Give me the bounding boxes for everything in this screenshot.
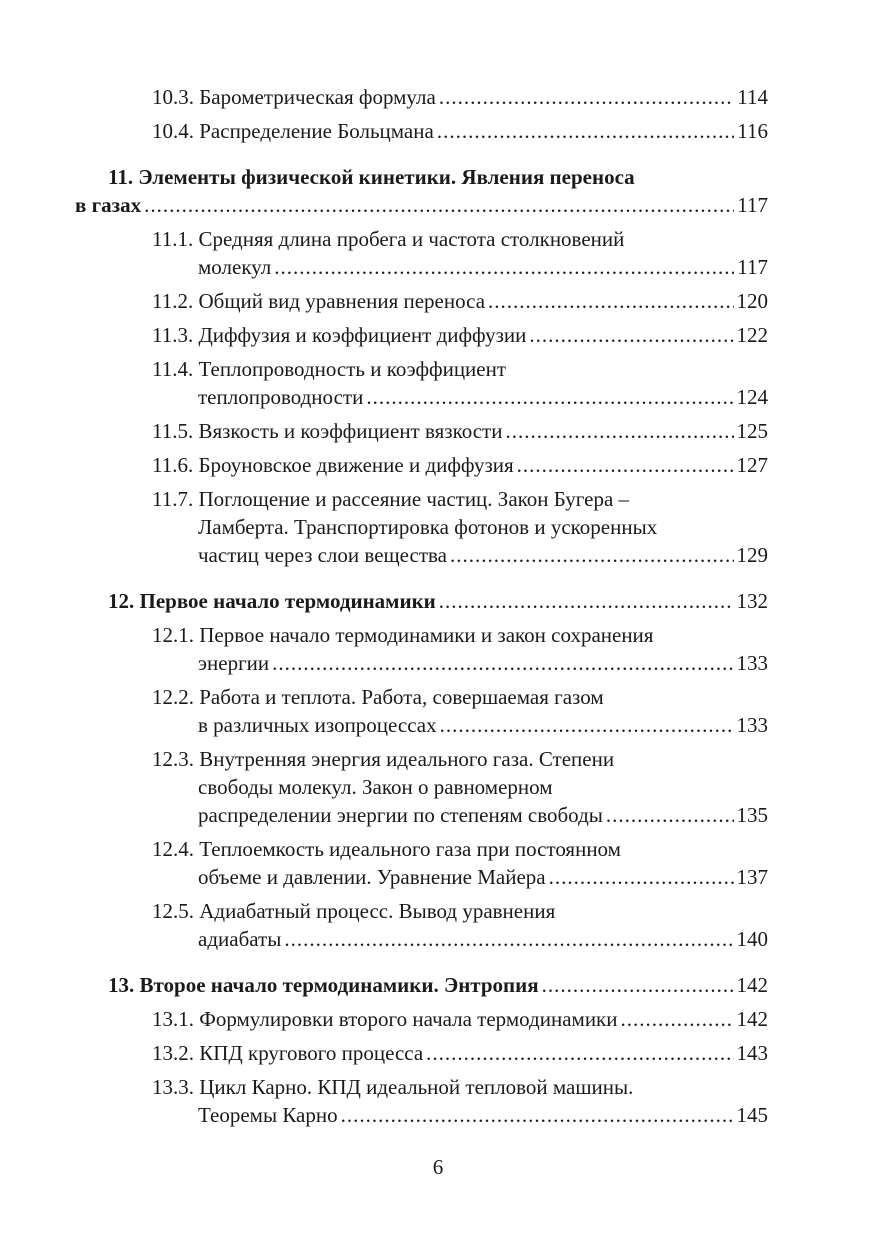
- dot-leader: [144, 191, 734, 219]
- toc-page-number: 117: [737, 255, 768, 279]
- toc-entry-title: 11.1. Средняя длина пробега и частота столкновений: [152, 227, 625, 251]
- toc-line: [0, 83, 876, 111]
- toc-line: [0, 321, 876, 349]
- dot-leader: [529, 321, 733, 349]
- toc-line: [0, 711, 876, 739]
- toc-section-entry: [0, 1039, 876, 1067]
- page-number: 6: [432, 1155, 444, 1179]
- toc-page-number: 122: [736, 323, 768, 347]
- toc-entry-title: 13.3. Цикл Карно. КПД идеальной тепловой машины.: [152, 1075, 634, 1099]
- toc-entry-title: объеме и давлении. Уравнение Майера: [198, 865, 546, 889]
- toc-section-entry: [0, 321, 876, 349]
- toc-line: [0, 287, 876, 315]
- toc-line: [0, 683, 876, 711]
- toc-entry-title: в различных изопроцессах: [198, 713, 437, 737]
- toc-line: [0, 925, 876, 953]
- dot-leader: [488, 287, 733, 315]
- toc-page-number: 142: [736, 973, 768, 997]
- toc-page-number: 125: [736, 419, 768, 443]
- toc-entry-title: распределении энергии по степеням свободы: [198, 803, 603, 827]
- dot-leader: [549, 863, 734, 891]
- toc-entry-title: молекул: [198, 255, 272, 279]
- toc-page-number: 114: [737, 85, 768, 109]
- toc-entry-title: 13. Второе начало термодинамики. Энтропия: [108, 973, 539, 997]
- toc-line: [0, 587, 876, 615]
- toc-section-entry: [0, 1073, 876, 1129]
- toc-line: [0, 485, 876, 513]
- toc-line: [0, 417, 876, 445]
- toc-entry-title: 12.3. Внутренняя энергия идеального газа. Степени: [152, 747, 615, 771]
- toc-section-entry: [0, 287, 876, 315]
- toc-entry-title: свободы молекул. Закон о равномерном: [198, 775, 553, 799]
- dot-leader: [450, 541, 734, 569]
- dot-leader: [284, 925, 733, 953]
- dot-leader: [439, 83, 734, 111]
- toc-entry-title: 13.1. Формулировки второго начала термодинамики: [152, 1007, 618, 1031]
- toc-section-entry: [0, 485, 876, 569]
- toc-section-entry: [0, 117, 876, 145]
- toc-entry-title: 11.3. Диффузия и коэффициент диффузии: [152, 323, 527, 347]
- toc-section-entry: [0, 225, 876, 281]
- dot-leader: [542, 971, 734, 999]
- toc-page-number: 140: [736, 927, 768, 951]
- toc-section-entry: [0, 897, 876, 953]
- toc-entry-title: адиабаты: [198, 927, 282, 951]
- toc-line: [0, 1101, 876, 1129]
- toc-entry-title: 12.4. Теплоемкость идеального газа при постоянном: [152, 837, 621, 861]
- toc-entry-title: 11.7. Поглощение и рассеяние частиц. Закон Бугера –: [152, 487, 630, 511]
- toc-entry-title: 11. Элементы физической кинетики. Явления переноса: [108, 165, 635, 189]
- toc-page-number: 132: [736, 589, 768, 613]
- toc-section-entry: [0, 683, 876, 739]
- toc-entry-title: Ламберта. Транспортировка фотонов и ускоренных: [198, 515, 658, 539]
- toc-page-number: 133: [736, 713, 768, 737]
- toc-section-entry: [0, 835, 876, 891]
- dot-leader: [437, 117, 734, 145]
- dot-leader: [274, 253, 734, 281]
- toc-chapter-entry: [0, 163, 876, 219]
- dot-leader: [505, 417, 733, 445]
- toc-entry-title: 10.3. Барометрическая формула: [152, 85, 436, 109]
- toc-line: [0, 1005, 876, 1033]
- dot-leader: [439, 587, 734, 615]
- toc-page-number: 117: [737, 193, 768, 217]
- toc-page-number: 135: [736, 803, 768, 827]
- toc-line: [0, 621, 876, 649]
- toc-line: [0, 451, 876, 479]
- toc-entry-title: 11.5. Вязкость и коэффициент вязкости: [152, 419, 503, 443]
- toc-entry-title: 11.4. Теплопроводность и коэффициент: [152, 357, 507, 381]
- toc-section-entry: [0, 621, 876, 677]
- toc-page-number: 143: [736, 1041, 768, 1065]
- toc-entry-title: 12.1. Первое начало термодинамики и закон сохранения: [152, 623, 654, 647]
- toc-line: [0, 191, 876, 219]
- toc-line: [0, 971, 876, 999]
- toc-line: [0, 355, 876, 383]
- toc-line: [0, 835, 876, 863]
- toc-section-entry: [0, 451, 876, 479]
- toc-entry-title: энергии: [198, 651, 270, 675]
- toc-chapter-entry: [0, 971, 876, 999]
- toc-entry-title: 12. Первое начало термодинамики: [108, 589, 436, 613]
- toc-line: [0, 1039, 876, 1067]
- toc-line: [0, 649, 876, 677]
- dot-leader: [517, 451, 734, 479]
- table-of-contents: [0, 83, 876, 1129]
- toc-line: [0, 897, 876, 925]
- toc-entry-title: 13.2. КПД кругового процесса: [152, 1041, 424, 1065]
- toc-line: [0, 745, 876, 773]
- toc-section-entry: [0, 1005, 876, 1033]
- toc-line: [0, 513, 876, 541]
- toc-line: [0, 1073, 876, 1101]
- toc-entry-title: теплопроводности: [198, 385, 364, 409]
- toc-page-number: 129: [736, 543, 768, 567]
- dot-leader: [366, 383, 733, 411]
- toc-line: [0, 773, 876, 801]
- toc-entry-title: Теоремы Карно: [198, 1103, 338, 1127]
- toc-entry-title: 10.4. Распределение Больцмана: [152, 119, 434, 143]
- toc-page-number: 120: [736, 289, 768, 313]
- toc-line: [0, 163, 876, 191]
- toc-entry-title: 12.5. Адиабатный процесс. Вывод уравнения: [152, 899, 556, 923]
- toc-page-number: 133: [736, 651, 768, 675]
- toc-line: [0, 541, 876, 569]
- toc-section-entry: [0, 745, 876, 829]
- dot-leader: [426, 1039, 733, 1067]
- toc-line: [0, 801, 876, 829]
- toc-line: [0, 225, 876, 253]
- toc-page-number: 124: [736, 385, 768, 409]
- toc-entry-title: 11.2. Общий вид уравнения переноса: [152, 289, 486, 313]
- dot-leader: [272, 649, 733, 677]
- toc-line: [0, 383, 876, 411]
- dot-leader: [440, 711, 734, 739]
- toc-section-entry: [0, 417, 876, 445]
- toc-chapter-entry: [0, 587, 876, 615]
- toc-entry-title: 12.2. Работа и теплота. Работа, совершаемая газом: [152, 685, 604, 709]
- toc-entry-title: частиц через слои вещества: [198, 543, 447, 567]
- toc-entry-title: в газах: [75, 193, 142, 217]
- toc-page-number: 116: [737, 119, 768, 143]
- toc-line: [0, 863, 876, 891]
- toc-page-number: 127: [736, 453, 768, 477]
- dot-leader: [341, 1101, 734, 1129]
- toc-page-number: 142: [736, 1007, 768, 1031]
- toc-line: [0, 117, 876, 145]
- toc-entry-title: 11.6. Броуновское движение и диффузия: [152, 453, 514, 477]
- toc-page-number: 137: [736, 865, 768, 889]
- dot-leader: [621, 1005, 734, 1033]
- toc-page-number: 145: [736, 1103, 768, 1127]
- toc-section-entry: [0, 355, 876, 411]
- toc-section-entry: [0, 83, 876, 111]
- dot-leader: [606, 801, 734, 829]
- toc-line: [0, 253, 876, 281]
